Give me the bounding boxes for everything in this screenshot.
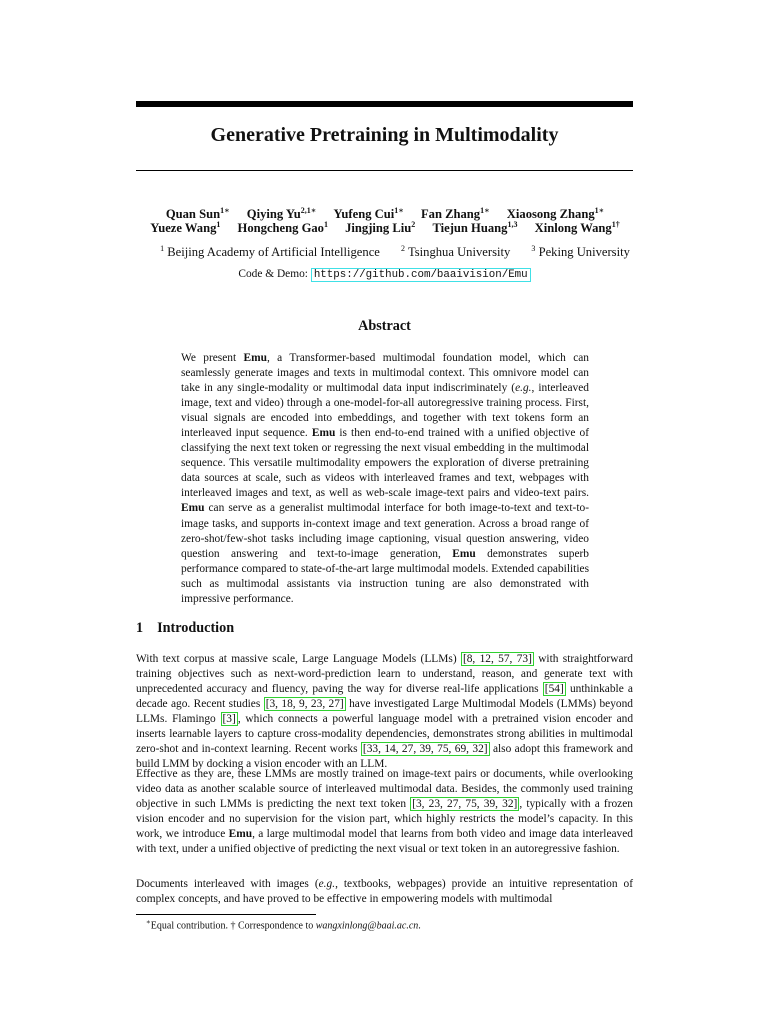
affiliation: $^3$ Peking University [531,244,630,260]
footnote: ∗Equal contribution. † Correspondence to wangxinlong@baai.ac.cn. [146,918,421,932]
citation-link[interactable]: [3, 23, 27, 75, 39, 32] [412,798,518,811]
citation-link[interactable]: [3] [222,713,236,726]
code-demo-link[interactable]: https://github.com/baaivision/Emu [311,268,531,282]
author: Yueze Wang$^1$ [150,220,221,236]
citation-link[interactable]: [8, 12, 57, 73] [462,653,532,665]
author: Quan Sun$^{1∗}$ [165,206,230,222]
author: Tiejun Huang$^{1,3}$ [432,220,518,236]
author: Hongcheng Gao$^1$ [237,220,328,236]
author: Fan Zhang$^{1∗}$ [420,206,490,222]
author: Qiying $Yu^{2,1∗}$ [246,206,317,222]
author: Xiaosong Zhang$^{1∗}$ [506,206,605,222]
intro-paragraph-2: Effective as they are, these LMMs are mostly trained on image-text pairs or documents, while overlooking video data as another scalable source of interleaved multimodal data. Besides, the commonly used training objective in such LMMs is predicting the next text token [3, 23, 27, 75, 39, 32] , typically with a frozen vision encoder and no supervision for the vision part, which highly restricts the model’s capacity. In this work, we introduce Emu, a large multimodal model that learns from both video and image data interleaved with text, under a unified objective of predicting the next visual or text token in an autoregressive fashion. [136,768,633,856]
top-rule [136,101,633,107]
intro-paragraph-1: With text corpus at massive scale, Large Language Models (LLMs) [8, 12, 57, 73] with straightforward training objectives such as next-word-prediction learn to understand, reason, and generate text with unprecedented accuracy and fluency, paving the way for diverse real-life applications [54] unthinkable a decade ago. Recent studies [3, 18, 9, 23, 27] have investigated Large Multimodal Models (LMMs) beyond LLMs. Flamingo [3] , which connects a powerful language model with a pretrained vision encoder and inserts learnable layers to capture cross-modality dependencies, demonstrates strong abilities in multimodal zero-shot and in-context learning. Recent works [33, 14, 27, 39, 75, 69, 32] also adopt this framework and build LMM by docking a vision encoder with an LLM. [136,653,634,771]
emu-name: Emu [228,828,253,841]
author: Xinlong Wang$^{1\dagger}$ [534,220,620,236]
correspondence-email[interactable]: wangxinlong@baai.ac.cn [315,920,419,932]
abstract-heading: Abstract [358,318,411,334]
code-demo-label: Code & Demo: [238,268,308,280]
code-demo-line [136,268,633,281]
author: Yufeng Cui$^{1∗}$ [333,206,404,222]
emu-name: Emu [311,427,336,440]
intro-paragraph-3: Documents interleaved with images (e.g., textbooks, webpages) provide an intuitive representation of complex concepts, and have proved to be effective in empowering models with multimodal [136,878,633,906]
abstract-body: We present Emu, a Transformer-based multimodal foundation model, which can seamlessly generate images and texts in multimodal context. This omnivore model can take in any single-modality or multimodal data input indiscriminately (e.g., interleaved image, text and video) through a one-model-for-all autoregressive training process. First, visual signals are encoded into embeddings, and together with text tokens form an interleaved input sequence. Emu is then end-to-end trained with a unified objective of classifying the next text token or regressing the next visual embedding in the multimodal sequence. This versatile multimodality empowers the exploration of diverse pretraining data sources at scale, such as videos with interleaved frames and text, webpages with interleaved images and text, as well as web-scale image-text pairs and video-text pairs. Emu can serve as a generalist multimodal interface for both image-to-text and text-to-image tasks, and supports in-context image and text generation. Across a broad range of zero-shot/few-shot tasks including image captioning, visual question answering, video question answering and text-to-image generation, Emu demonstrates superb performance compared to state-of-the-art large multimodal models. Extended capabilities such as multimodal assistants via instruction tuning are also demonstrated with impressive performance. [181,352,590,605]
citation-link[interactable]: [3, 18, 9, 23, 27] [265,698,344,711]
emu-name: Emu [452,547,476,560]
affiliation: $^1$ Beijing Academy of Artificial Intelligence [160,244,380,260]
emu-name: Emu [181,502,205,515]
paper-title: Generative Pretraining in Multimodality [210,124,559,146]
author-list-row-2 [120,220,650,236]
footnote-rule [136,914,316,915]
affiliations [130,244,660,260]
author: Jingjing Liu$^2$ [345,220,416,236]
title-rule [136,170,633,171]
citation-link[interactable]: [33, 14, 27, 39, 75, 69, 32] [362,743,488,756]
section-heading-introduction: 1 Introduction [136,620,235,636]
emu-name: Emu [243,352,267,364]
affiliation: $^2$ Tsinghua University [401,244,511,260]
citation-link[interactable]: [54] [544,683,564,696]
